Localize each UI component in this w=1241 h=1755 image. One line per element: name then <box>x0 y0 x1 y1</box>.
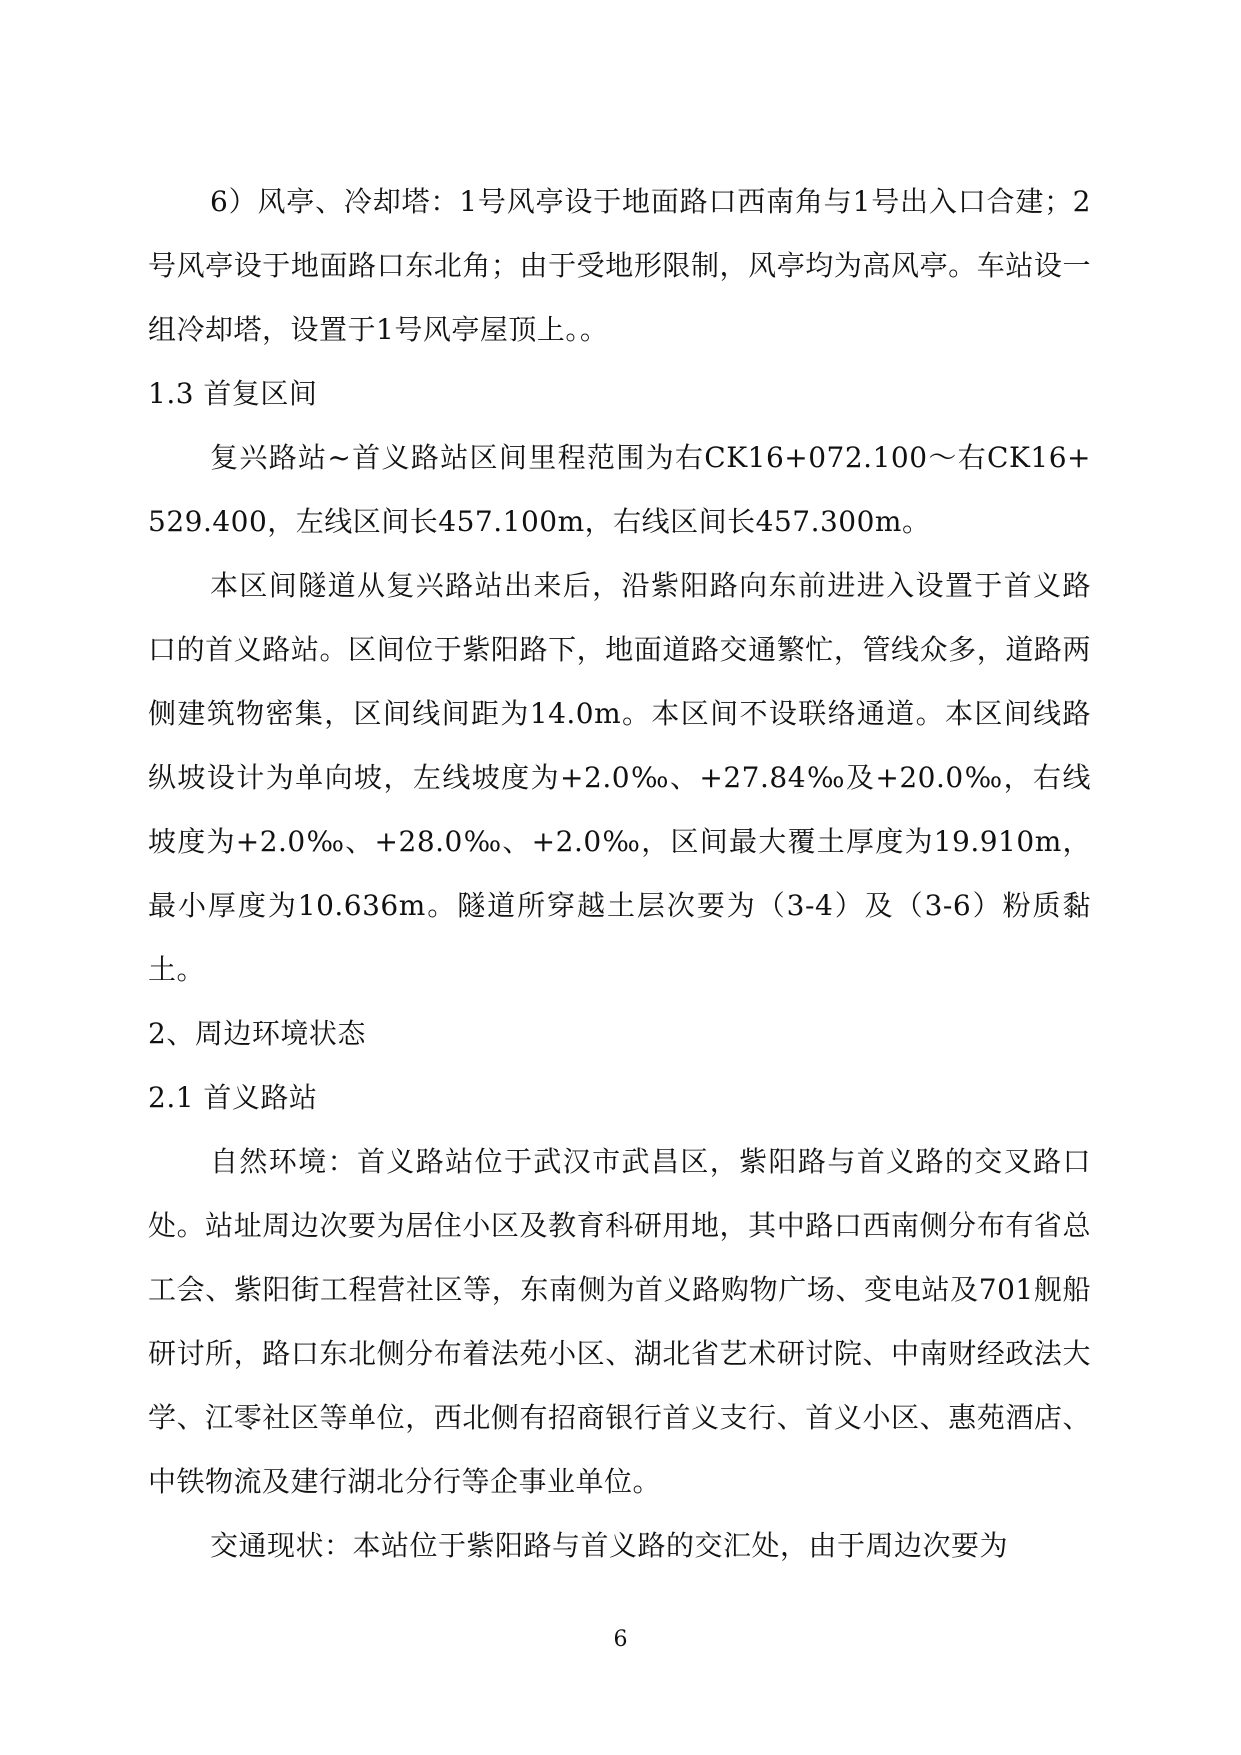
paragraph-natural-environment: 自然环境：首义路站位于武汉市武昌区，紫阳路与首义路的交叉路口处。站址周边次要为居住小区及教育科研用地，其中路口西南侧分布有省总工会、紫阳街工程营社区等，东南侧为首义路购物广场、变电站及701舰船研讨所，路口东北侧分布着法苑小区、湖北省艺术研讨院、中南财经政法大学、江零社区等单位，西北侧有招商银行首义支行、首义小区、惠苑酒店、中铁物流及建行湖北分行等企事业单位。 <box>148 1145 1091 1498</box>
paragraph-tunnel-description: 本区间隧道从复兴路站出来后，沿紫阳路向东前进进入设置于首义路口的首义路站。区间位于紫阳路下，地面道路交通繁忙，管线众多，道路两侧建筑物密集，区间线间距为14.0m。本区间不设联络通道。本区间线路纵坡设计为单向坡，左线坡度为+2.0‰、+27.84‰及+20.0‰，右线坡度为+2.0‰、+28.0‰、+2.0‰，区间最大覆土厚度为19.910m，最小厚度为10.636m。隧道所穿越土层次要为（3-4）及（3-6）粉质黏土。 <box>148 569 1091 986</box>
section-heading-2-1: 2.1 首义路站 <box>148 1081 318 1114</box>
paragraph-traffic-status: 交通现状：本站位于紫阳路与首义路的交汇处，由于周边次要为 <box>210 1529 1009 1562</box>
paragraph-interval-mileage: 复兴路站~首义路站区间里程范围为右CK16+072.100～右CK16+529.400，左线区间长457.100m，右线区间长457.300m。 <box>148 441 1091 538</box>
paragraph-ventilation-cooling-tower: 6）风亭、冷却塔：1号风亭设于地面路口西南角与1号出入口合建；2号风亭设于地面路口东北角；由于受地形限制，风亭均为高风亭。车站设一组冷却塔，设置于1号风亭屋顶上。。 <box>148 185 1091 346</box>
section-heading-1-3: 1.3 首复区间 <box>148 377 318 410</box>
page-number: 6 <box>613 1627 628 1652</box>
section-heading-2: 2、周边环境状态 <box>148 1017 366 1050</box>
document-body <box>148 170 1091 1578</box>
